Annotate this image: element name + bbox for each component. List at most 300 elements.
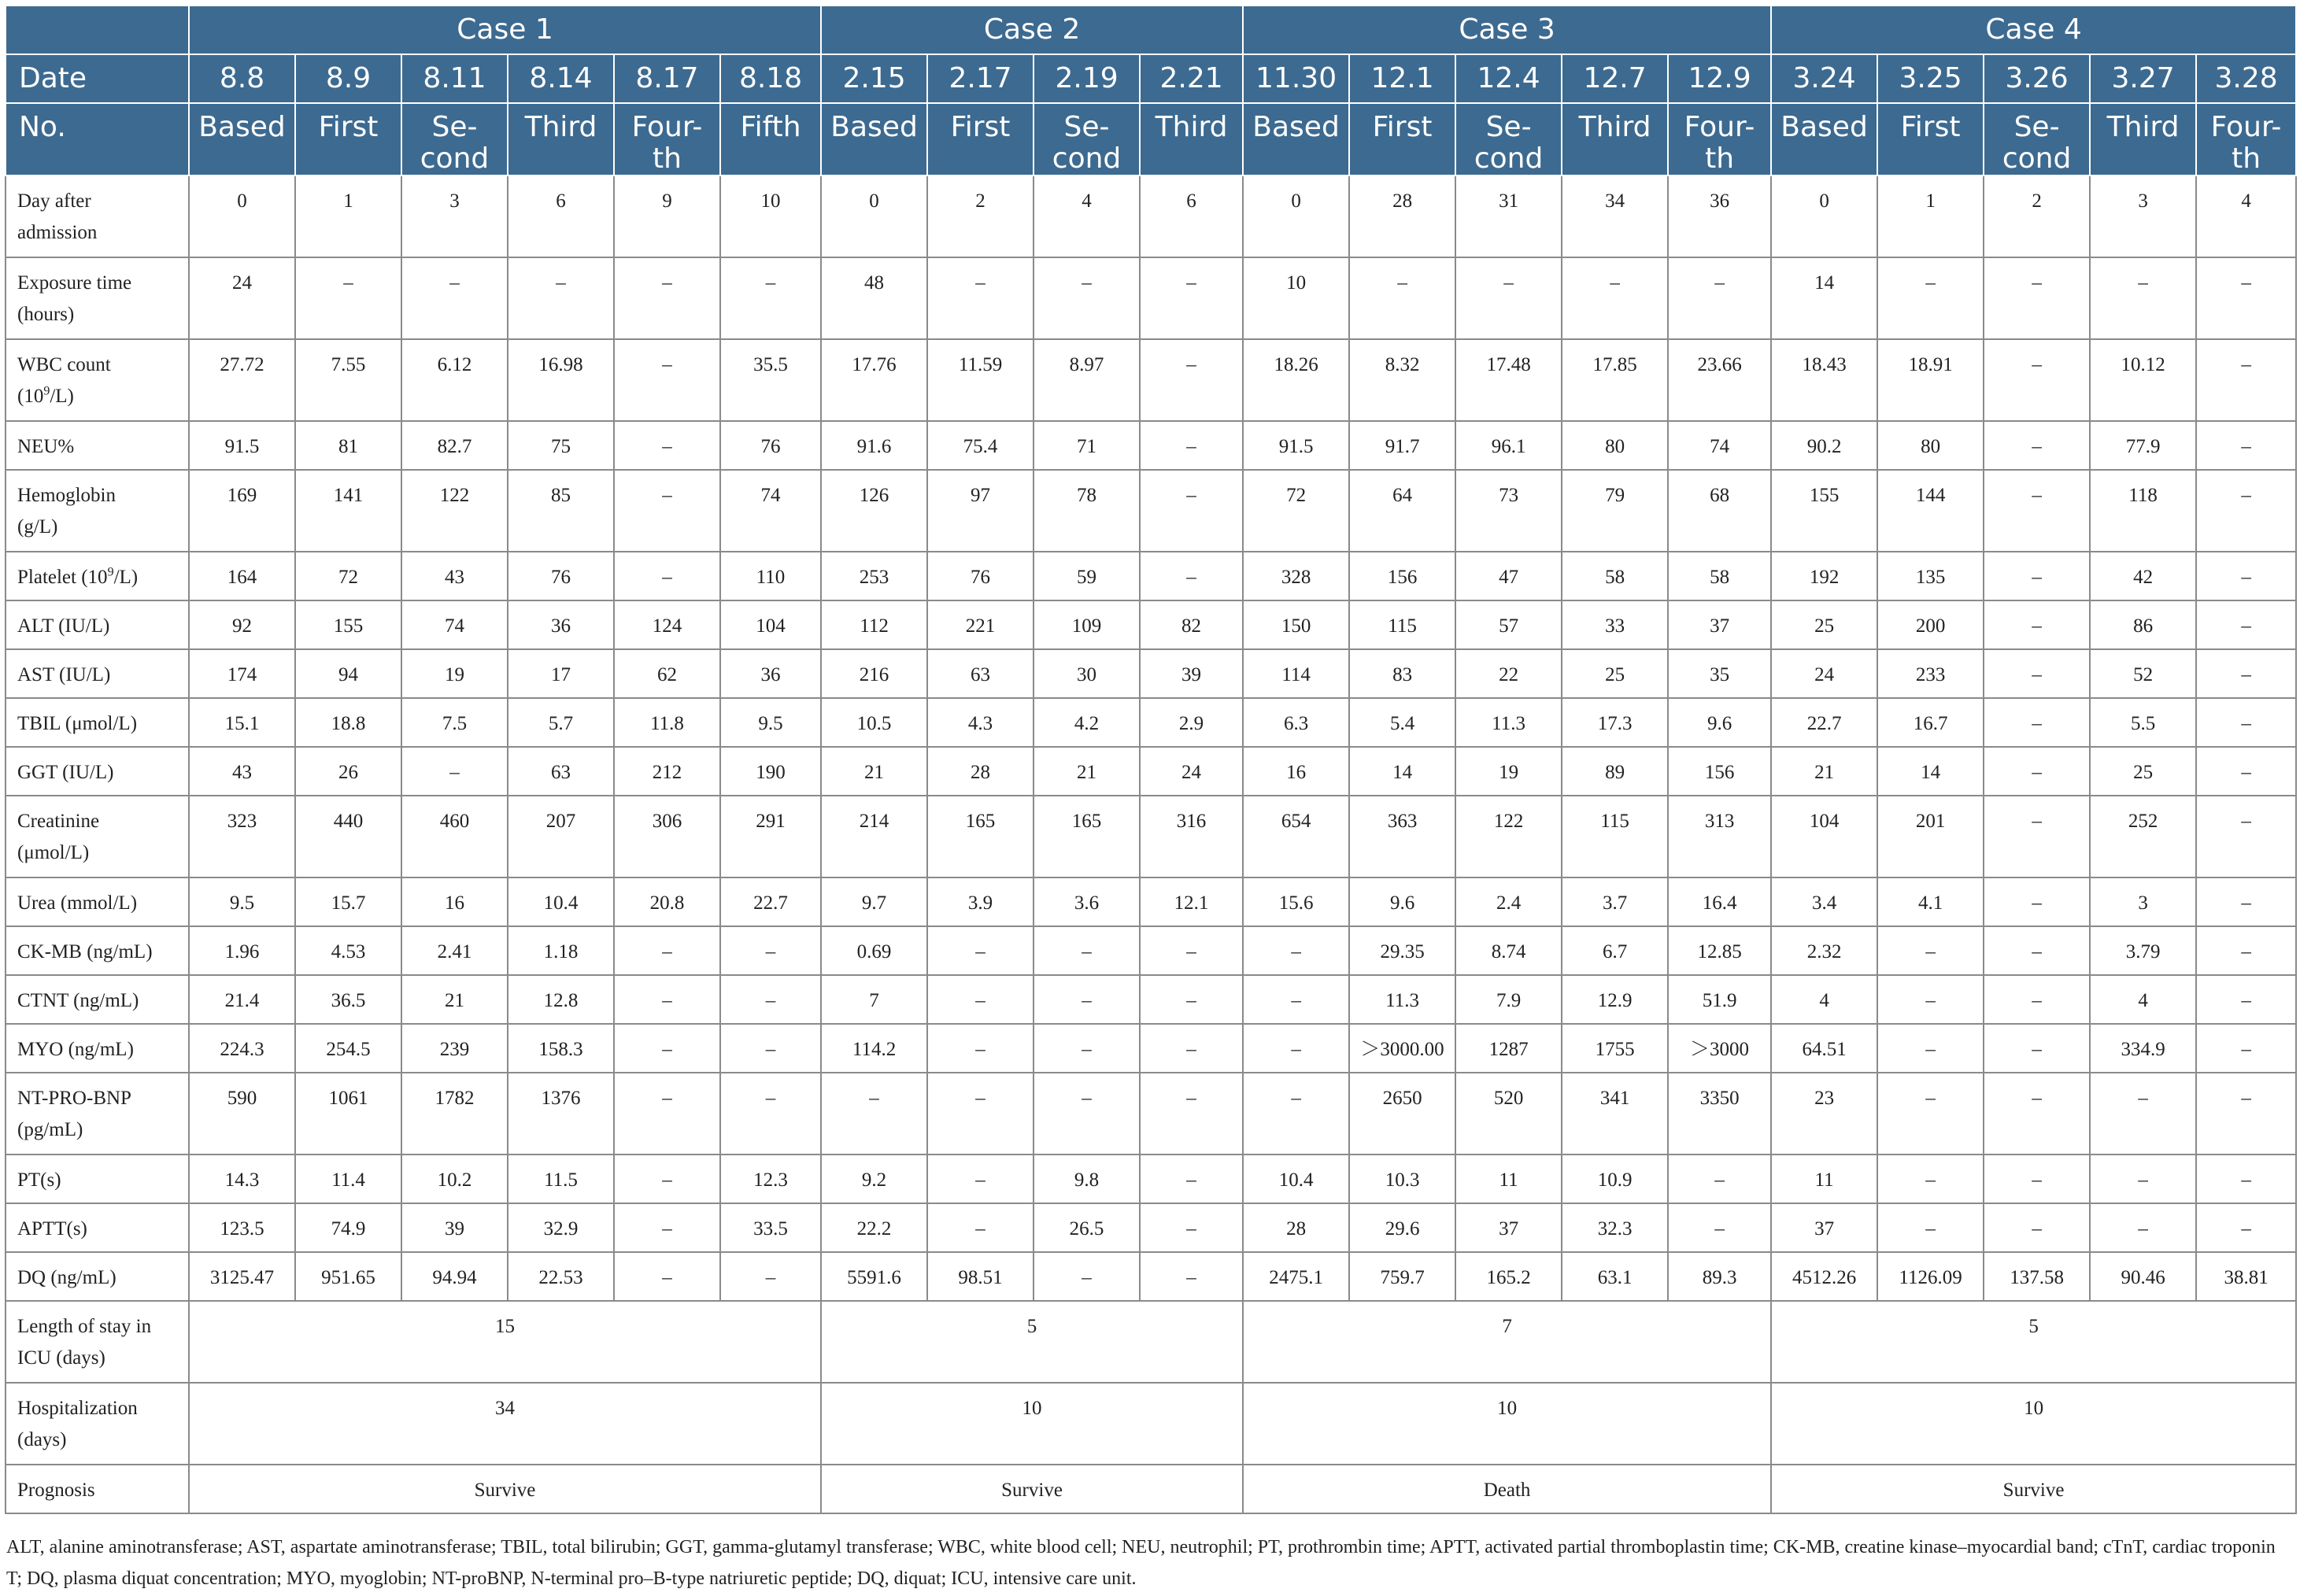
measurement-number-cell: Se- cond	[1984, 103, 2090, 175]
value-cell: 18.43	[1771, 339, 1877, 421]
value-cell: –	[1984, 1155, 2090, 1203]
value-cell: 11.59	[927, 339, 1034, 421]
summary-row	[6, 1301, 2296, 1383]
value-cell: –	[614, 975, 720, 1024]
value-cell: 174	[189, 649, 295, 698]
no-label: No.	[6, 103, 189, 175]
value-cell: 17.76	[821, 339, 927, 421]
value-cell: 17.3	[1562, 698, 1668, 747]
measurement-number-cell: First	[295, 103, 401, 175]
value-cell: 85	[508, 470, 614, 552]
value-cell: –	[720, 926, 821, 975]
value-cell: 9.7	[821, 877, 927, 926]
value-cell: 110	[720, 552, 821, 600]
value-cell: 165.2	[1455, 1252, 1562, 1301]
value-cell: 1	[295, 175, 401, 257]
value-cell: –	[1984, 600, 2090, 649]
measurement-number-cell: First	[1349, 103, 1455, 175]
row-label-superscript: 9	[107, 565, 114, 579]
value-cell: –	[2196, 796, 2296, 877]
value-cell: –	[1668, 1155, 1771, 1203]
value-cell: –	[1984, 552, 2090, 600]
row-label: Exposure time (hours)	[6, 257, 189, 339]
measurement-number-cell: Based	[821, 103, 927, 175]
value-cell: 82.7	[401, 421, 508, 470]
value-cell: 6.7	[1562, 926, 1668, 975]
value-cell: 74	[401, 600, 508, 649]
value-cell: 26.5	[1034, 1203, 1140, 1252]
value-cell: 5.5	[2090, 698, 2196, 747]
value-cell: 21	[1034, 747, 1140, 796]
value-cell: 89.3	[1668, 1252, 1771, 1301]
value-cell: 83	[1349, 649, 1455, 698]
value-cell: 11.3	[1455, 698, 1562, 747]
value-cell: 98.51	[927, 1252, 1034, 1301]
value-cell: 165	[1034, 796, 1140, 877]
value-cell: 1126.09	[1877, 1252, 1984, 1301]
value-cell: 91.5	[189, 421, 295, 470]
value-cell: –	[1984, 1203, 2090, 1252]
value-cell: –	[720, 975, 821, 1024]
value-cell: 22	[1455, 649, 1562, 698]
value-cell: 16.98	[508, 339, 614, 421]
value-cell: 2	[927, 175, 1034, 257]
value-cell: –	[508, 257, 614, 339]
value-cell: –	[1455, 257, 1562, 339]
value-cell: –	[614, 257, 720, 339]
table-row	[6, 257, 2296, 339]
value-cell: 11	[1455, 1155, 1562, 1203]
value-cell: –	[1140, 552, 1243, 600]
summary-value-cell: 10	[821, 1383, 1243, 1465]
value-cell: –	[1034, 257, 1140, 339]
value-cell: –	[614, 552, 720, 600]
value-cell: 156	[1349, 552, 1455, 600]
measurement-number-cell: Four- th	[2196, 103, 2296, 175]
value-cell: 4.53	[295, 926, 401, 975]
value-cell: 43	[189, 747, 295, 796]
value-cell: 20.8	[614, 877, 720, 926]
value-cell: 2.4	[1455, 877, 1562, 926]
row-label: TBIL (μmol/L)	[6, 698, 189, 747]
date-cell: 3.27	[2090, 54, 2196, 103]
value-cell: 1287	[1455, 1024, 1562, 1073]
date-cell: 2.19	[1034, 54, 1140, 103]
value-cell: 141	[295, 470, 401, 552]
value-cell: 71	[1034, 421, 1140, 470]
value-cell: 57	[1455, 600, 1562, 649]
value-cell: 23	[1771, 1073, 1877, 1155]
value-cell: 5.4	[1349, 698, 1455, 747]
value-cell: –	[927, 975, 1034, 1024]
value-cell: –	[614, 1155, 720, 1203]
date-cell: 3.28	[2196, 54, 2296, 103]
value-cell: –	[1243, 975, 1349, 1024]
table-row	[6, 877, 2296, 926]
value-cell: –	[1984, 339, 2090, 421]
value-cell: –	[1984, 877, 2090, 926]
summary-value-cell: 34	[189, 1383, 821, 1465]
value-cell: 158.3	[508, 1024, 614, 1073]
value-cell: –	[2090, 1203, 2196, 1252]
value-cell: 96.1	[1455, 421, 1562, 470]
value-cell: 29.35	[1349, 926, 1455, 975]
measurement-number-cell: Third	[508, 103, 614, 175]
value-cell: 52	[2090, 649, 2196, 698]
table-row	[6, 1252, 2296, 1301]
measurement-number-cell: First	[927, 103, 1034, 175]
value-cell: 7	[821, 975, 927, 1024]
date-cell: 8.11	[401, 54, 508, 103]
value-cell: –	[2196, 926, 2296, 975]
value-cell: 123.5	[189, 1203, 295, 1252]
value-cell: 155	[295, 600, 401, 649]
value-cell: –	[2196, 339, 2296, 421]
value-cell: 81	[295, 421, 401, 470]
summary-value-cell: 5	[1771, 1301, 2296, 1383]
value-cell: 2.9	[1140, 698, 1243, 747]
value-cell: 24	[189, 257, 295, 339]
value-cell: 9.6	[1668, 698, 1771, 747]
value-cell: –	[1984, 747, 2090, 796]
value-cell: 122	[401, 470, 508, 552]
value-cell: –	[614, 1024, 720, 1073]
value-cell: –	[1877, 1073, 1984, 1155]
value-cell: 9.8	[1034, 1155, 1140, 1203]
value-cell: 122	[1455, 796, 1562, 877]
value-cell: 15.1	[189, 698, 295, 747]
value-cell: 22.7	[1771, 698, 1877, 747]
value-cell: –	[2196, 1203, 2296, 1252]
value-cell: 10.4	[1243, 1155, 1349, 1203]
value-cell: –	[614, 470, 720, 552]
value-cell: 39	[401, 1203, 508, 1252]
date-cell: 11.30	[1243, 54, 1349, 103]
value-cell: –	[2196, 1073, 2296, 1155]
value-cell: –	[614, 421, 720, 470]
value-cell: –	[2196, 1024, 2296, 1073]
value-cell: –	[720, 1073, 821, 1155]
value-cell: –	[2196, 600, 2296, 649]
value-cell: 323	[189, 796, 295, 877]
value-cell: 74	[720, 470, 821, 552]
value-cell: 3125.47	[189, 1252, 295, 1301]
value-cell: –	[1984, 698, 2090, 747]
row-label	[6, 339, 189, 421]
value-cell: –	[1349, 257, 1455, 339]
value-cell: –	[1984, 649, 2090, 698]
value-cell: 10	[1243, 257, 1349, 339]
value-cell: 6	[1140, 175, 1243, 257]
measurement-number-cell: Four- th	[614, 103, 720, 175]
value-cell: 18.26	[1243, 339, 1349, 421]
value-cell: 9.6	[1349, 877, 1455, 926]
value-cell: –	[1877, 1155, 1984, 1203]
value-cell: 115	[1562, 796, 1668, 877]
row-label: CTNT (ng/mL)	[6, 975, 189, 1024]
summary-row	[6, 1465, 2296, 1513]
value-cell: –	[927, 1203, 1034, 1252]
value-cell: 58	[1562, 552, 1668, 600]
row-label: Day after admission	[6, 175, 189, 257]
date-cell: 8.17	[614, 54, 720, 103]
row-label-unit: /L)	[50, 386, 74, 407]
value-cell: 9	[614, 175, 720, 257]
table-row	[6, 1024, 2296, 1073]
value-cell: –	[614, 926, 720, 975]
value-cell: 33	[1562, 600, 1668, 649]
value-cell: 3.7	[1562, 877, 1668, 926]
date-cell: 2.21	[1140, 54, 1243, 103]
value-cell: –	[927, 257, 1034, 339]
value-cell: 4.2	[1034, 698, 1140, 747]
value-cell: 135	[1877, 552, 1984, 600]
date-cell: 12.7	[1562, 54, 1668, 103]
value-cell: –	[1140, 1024, 1243, 1073]
value-cell: 6.3	[1243, 698, 1349, 747]
value-cell: 28	[927, 747, 1034, 796]
value-cell: 460	[401, 796, 508, 877]
value-cell: 25	[1771, 600, 1877, 649]
value-cell: 24	[1140, 747, 1243, 796]
value-cell: –	[1984, 926, 2090, 975]
value-cell: 12.9	[1562, 975, 1668, 1024]
row-label: CK-MB (ng/mL)	[6, 926, 189, 975]
value-cell: 112	[821, 600, 927, 649]
value-cell: 72	[1243, 470, 1349, 552]
value-cell: 124	[614, 600, 720, 649]
table-row	[6, 975, 2296, 1024]
value-cell: 212	[614, 747, 720, 796]
summary-value-cell: 5	[821, 1301, 1243, 1383]
value-cell: –	[614, 1252, 720, 1301]
value-cell: 33.5	[720, 1203, 821, 1252]
row-label: Creatinine (μmol/L)	[6, 796, 189, 877]
value-cell: 10.2	[401, 1155, 508, 1203]
value-cell: 3.79	[2090, 926, 2196, 975]
value-cell: 14	[1771, 257, 1877, 339]
value-cell: –	[1243, 926, 1349, 975]
value-cell: 313	[1668, 796, 1771, 877]
value-cell: –	[1668, 257, 1771, 339]
value-cell: 97	[927, 470, 1034, 552]
value-cell: –	[1984, 796, 2090, 877]
value-cell: 4	[2090, 975, 2196, 1024]
value-cell: –	[1140, 1073, 1243, 1155]
value-cell: 2	[1984, 175, 2090, 257]
value-cell: 48	[821, 257, 927, 339]
value-cell: 201	[1877, 796, 1984, 877]
row-label: APTT(s)	[6, 1203, 189, 1252]
value-cell: 35	[1668, 649, 1771, 698]
value-cell: 10.9	[1562, 1155, 1668, 1203]
value-cell: 291	[720, 796, 821, 877]
value-cell: 520	[1455, 1073, 1562, 1155]
summary-row	[6, 1383, 2296, 1465]
table-row	[6, 1073, 2296, 1155]
value-cell: 15.6	[1243, 877, 1349, 926]
value-cell: –	[1668, 1203, 1771, 1252]
value-cell: 6	[508, 175, 614, 257]
value-cell: 1061	[295, 1073, 401, 1155]
row-label	[6, 552, 189, 600]
value-cell: –	[1984, 1073, 2090, 1155]
value-cell: 10.5	[821, 698, 927, 747]
value-cell: 7.55	[295, 339, 401, 421]
value-cell: 10	[720, 175, 821, 257]
value-cell: –	[1140, 1252, 1243, 1301]
date-cell: 3.25	[1877, 54, 1984, 103]
value-cell: 59	[1034, 552, 1140, 600]
measurement-number-cell: First	[1877, 103, 1984, 175]
value-cell: 4	[2196, 175, 2296, 257]
value-cell: –	[1243, 1073, 1349, 1155]
value-cell: 77.9	[2090, 421, 2196, 470]
value-cell: –	[1877, 975, 1984, 1024]
value-cell: 2475.1	[1243, 1252, 1349, 1301]
value-cell: –	[1140, 1203, 1243, 1252]
value-cell: –	[2196, 877, 2296, 926]
value-cell: –	[1140, 926, 1243, 975]
row-label: MYO (ng/mL)	[6, 1024, 189, 1073]
date-cell: 2.15	[821, 54, 927, 103]
value-cell: –	[2090, 1073, 2196, 1155]
value-cell: –	[2196, 257, 2296, 339]
table-row	[6, 747, 2296, 796]
value-cell: –	[2090, 1155, 2196, 1203]
value-cell: 28	[1349, 175, 1455, 257]
value-cell: 221	[927, 600, 1034, 649]
row-label: DQ (ng/mL)	[6, 1252, 189, 1301]
case-2-header: Case 2	[821, 6, 1243, 54]
value-cell: –	[1140, 257, 1243, 339]
value-cell: 72	[295, 552, 401, 600]
value-cell: 36.5	[295, 975, 401, 1024]
date-cell: 3.24	[1771, 54, 1877, 103]
row-label-superscript: 9	[43, 384, 50, 398]
value-cell: 75	[508, 421, 614, 470]
value-cell: 8.74	[1455, 926, 1562, 975]
value-cell: 104	[720, 600, 821, 649]
value-cell: 4.1	[1877, 877, 1984, 926]
value-cell: 654	[1243, 796, 1349, 877]
value-cell: –	[2196, 1155, 2296, 1203]
value-cell: 86	[2090, 600, 2196, 649]
value-cell: 341	[1562, 1073, 1668, 1155]
value-cell: 1.96	[189, 926, 295, 975]
row-label: PT(s)	[6, 1155, 189, 1203]
value-cell: 80	[1877, 421, 1984, 470]
value-cell: –	[2196, 552, 2296, 600]
measurement-number-cell: Se- cond	[401, 103, 508, 175]
row-label: ALT (IU/L)	[6, 600, 189, 649]
value-cell: 32.9	[508, 1203, 614, 1252]
value-cell: 16.7	[1877, 698, 1984, 747]
value-cell: 3.4	[1771, 877, 1877, 926]
value-cell: 74	[1668, 421, 1771, 470]
value-cell: 9.2	[821, 1155, 927, 1203]
footnote: ALT, alanine aminotransferase; AST, aspartate aminotransferase; TBIL, total bilirubin; GGT, gamma-glutamyl transferase; WBC, white blood cell; NEU, neutrophil; PT, prothrombin time; APTT, activated partial thromboplastin time; CK-MB, creatine kinase–myocardial band; cTnT, cardiac troponin T; DQ, plasma diquat concentration; MYO, myoglobin; NT-proBNP, N-terminal pro–B-type natriuretic peptide; DQ, diquat; ICU, intensive care unit.	[6, 1537, 2276, 1589]
value-cell: –	[1984, 1024, 2090, 1073]
value-cell: 2.41	[401, 926, 508, 975]
value-cell: 90.2	[1771, 421, 1877, 470]
value-cell: ＞3000.00	[1349, 1024, 1455, 1073]
value-cell: 73	[1455, 470, 1562, 552]
table-row	[6, 175, 2296, 257]
value-cell: 0	[1771, 175, 1877, 257]
value-cell: 0	[1243, 175, 1349, 257]
value-cell: 75.4	[927, 421, 1034, 470]
value-cell: 5.7	[508, 698, 614, 747]
value-cell: –	[1034, 1252, 1140, 1301]
value-cell: –	[2196, 698, 2296, 747]
value-cell: 42	[2090, 552, 2196, 600]
value-cell: 363	[1349, 796, 1455, 877]
value-cell: 144	[1877, 470, 1984, 552]
value-cell: –	[1034, 1073, 1140, 1155]
value-cell: 9.5	[189, 877, 295, 926]
value-cell: 17.48	[1455, 339, 1562, 421]
value-cell: 118	[2090, 470, 2196, 552]
value-cell: –	[720, 1252, 821, 1301]
value-cell: 19	[401, 649, 508, 698]
value-cell: 155	[1771, 470, 1877, 552]
value-cell: –	[1034, 975, 1140, 1024]
value-cell: 92	[189, 600, 295, 649]
date-label: Date	[6, 54, 189, 103]
value-cell: –	[821, 1073, 927, 1155]
row-label: AST (IU/L)	[6, 649, 189, 698]
value-cell: 165	[927, 796, 1034, 877]
value-cell: –	[401, 747, 508, 796]
row-label-text: Platelet (10	[17, 567, 108, 588]
row-label: Prognosis	[6, 1465, 189, 1513]
value-cell: 7.5	[401, 698, 508, 747]
value-cell: 137.58	[1984, 1252, 2090, 1301]
value-cell: 114	[1243, 649, 1349, 698]
value-cell: 79	[1562, 470, 1668, 552]
value-cell: 2650	[1349, 1073, 1455, 1155]
row-label: Hemoglobin (g/L)	[6, 470, 189, 552]
value-cell: 51.9	[1668, 975, 1771, 1024]
value-cell: 114.2	[821, 1024, 927, 1073]
value-cell: 1	[1877, 175, 1984, 257]
value-cell: –	[2196, 421, 2296, 470]
table-row	[6, 339, 2296, 421]
table-row	[6, 421, 2296, 470]
measurement-number-cell: Third	[1140, 103, 1243, 175]
row-label-unit: /L)	[113, 567, 139, 588]
value-cell: 76	[508, 552, 614, 600]
value-cell: 4.3	[927, 698, 1034, 747]
value-cell: 21	[401, 975, 508, 1024]
value-cell: 21	[1771, 747, 1877, 796]
value-cell: 89	[1562, 747, 1668, 796]
value-cell: –	[2196, 975, 2296, 1024]
value-cell: 11	[1771, 1155, 1877, 1203]
value-cell: 759.7	[1349, 1252, 1455, 1301]
value-cell: 38.81	[2196, 1252, 2296, 1301]
measurement-number-cell: Based	[189, 103, 295, 175]
value-cell: –	[927, 926, 1034, 975]
value-cell: 78	[1034, 470, 1140, 552]
value-cell: –	[2196, 649, 2296, 698]
summary-value-cell: 10	[1771, 1383, 2296, 1465]
value-cell: –	[401, 257, 508, 339]
value-cell: 115	[1349, 600, 1455, 649]
value-cell: –	[1984, 421, 2090, 470]
value-cell: –	[1034, 1024, 1140, 1073]
